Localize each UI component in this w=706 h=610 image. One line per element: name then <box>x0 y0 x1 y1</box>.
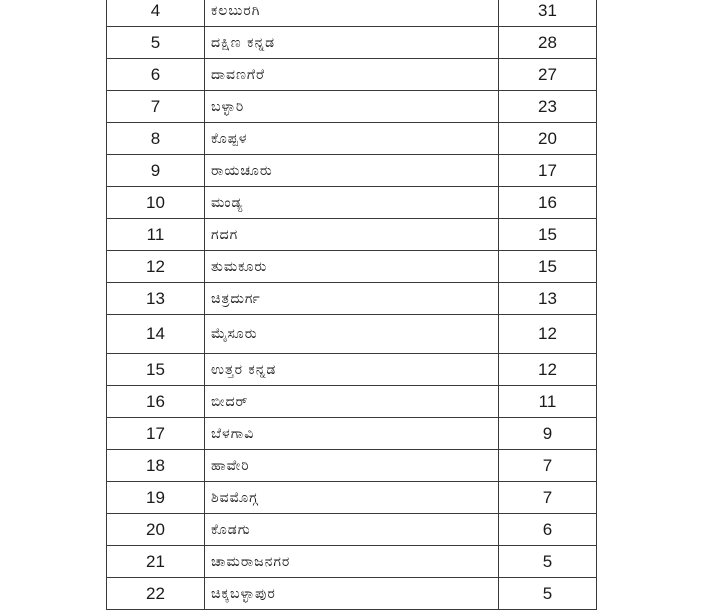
count-cell: 9 <box>499 418 597 450</box>
table-row <box>107 315 597 354</box>
count-cell: 28 <box>499 27 597 59</box>
table-row <box>107 450 597 482</box>
district-name-cell: ದಕ್ಷಿಣ ಕನ್ನಡ <box>205 27 499 59</box>
count-cell: 7 <box>499 482 597 514</box>
count-cell: 23 <box>499 91 597 123</box>
serial-number-cell: 8 <box>107 123 205 155</box>
table-row <box>107 155 597 187</box>
district-name-cell: ರಾಯಚೂರು <box>205 155 499 187</box>
table-row <box>107 578 597 610</box>
serial-number-cell: 13 <box>107 283 205 315</box>
serial-number-cell: 19 <box>107 482 205 514</box>
table-row <box>107 0 597 27</box>
district-name-cell: ಕೊಡಗು <box>205 514 499 546</box>
district-name-cell: ದಾವಣಗೆರೆ <box>205 59 499 91</box>
count-cell: 15 <box>499 219 597 251</box>
district-name-cell: ಮೈಸೂರು <box>205 315 499 354</box>
district-name-cell: ಕೊಪ್ಪಳ <box>205 123 499 155</box>
district-name-cell: ಬೀದರ್ <box>205 386 499 418</box>
table-row <box>107 219 597 251</box>
district-name-cell: ಚಿತ್ರದುರ್ಗ <box>205 283 499 315</box>
serial-number-cell: 16 <box>107 386 205 418</box>
district-name-cell: ಹಾವೇರಿ <box>205 450 499 482</box>
table-row <box>107 59 597 91</box>
count-cell: 12 <box>499 315 597 354</box>
serial-number-cell: 18 <box>107 450 205 482</box>
serial-number-cell: 21 <box>107 546 205 578</box>
table-row <box>107 386 597 418</box>
serial-number-cell: 9 <box>107 155 205 187</box>
serial-number-cell: 15 <box>107 354 205 386</box>
table-row <box>107 91 597 123</box>
serial-number-cell: 10 <box>107 187 205 219</box>
count-cell: 5 <box>499 546 597 578</box>
count-cell: 27 <box>499 59 597 91</box>
serial-number-cell: 11 <box>107 219 205 251</box>
table-row <box>107 514 597 546</box>
count-cell: 31 <box>499 0 597 27</box>
table-row <box>107 418 597 450</box>
table-row <box>107 482 597 514</box>
district-name-cell: ಗದಗ <box>205 219 499 251</box>
serial-number-cell: 12 <box>107 251 205 283</box>
serial-number-cell: 7 <box>107 91 205 123</box>
district-name-cell: ಉತ್ತರ ಕನ್ನಡ <box>205 354 499 386</box>
table-row <box>107 187 597 219</box>
district-name-cell: ಬಳ್ಳಾರಿ <box>205 91 499 123</box>
district-count-table <box>106 0 597 610</box>
table-row <box>107 546 597 578</box>
serial-number-cell: 20 <box>107 514 205 546</box>
serial-number-cell: 14 <box>107 315 205 354</box>
district-name-cell: ಬೆಳಗಾವಿ <box>205 418 499 450</box>
count-cell: 15 <box>499 251 597 283</box>
count-cell: 13 <box>499 283 597 315</box>
table-row <box>107 354 597 386</box>
table-row <box>107 27 597 59</box>
district-name-cell: ಮಂಡ್ಯ <box>205 187 499 219</box>
table-row <box>107 283 597 315</box>
district-name-cell: ಶಿವಮೊಗ್ಗ <box>205 482 499 514</box>
count-cell: 11 <box>499 386 597 418</box>
district-name-cell: ಚಿಕ್ಕಬಳ್ಳಾಪುರ <box>205 578 499 610</box>
district-name-cell: ಕಲಬುರಗಿ <box>205 0 499 27</box>
serial-number-cell: 4 <box>107 0 205 27</box>
count-cell: 6 <box>499 514 597 546</box>
count-cell: 17 <box>499 155 597 187</box>
serial-number-cell: 22 <box>107 578 205 610</box>
table-row <box>107 251 597 283</box>
table-row <box>107 123 597 155</box>
table-body <box>107 0 597 610</box>
serial-number-cell: 5 <box>107 27 205 59</box>
count-cell: 7 <box>499 450 597 482</box>
district-name-cell: ಚಾಮರಾಜನಗರ <box>205 546 499 578</box>
district-name-cell: ತುಮಕೂರು <box>205 251 499 283</box>
serial-number-cell: 6 <box>107 59 205 91</box>
count-cell: 5 <box>499 578 597 610</box>
count-cell: 20 <box>499 123 597 155</box>
serial-number-cell: 17 <box>107 418 205 450</box>
count-cell: 12 <box>499 354 597 386</box>
count-cell: 16 <box>499 187 597 219</box>
